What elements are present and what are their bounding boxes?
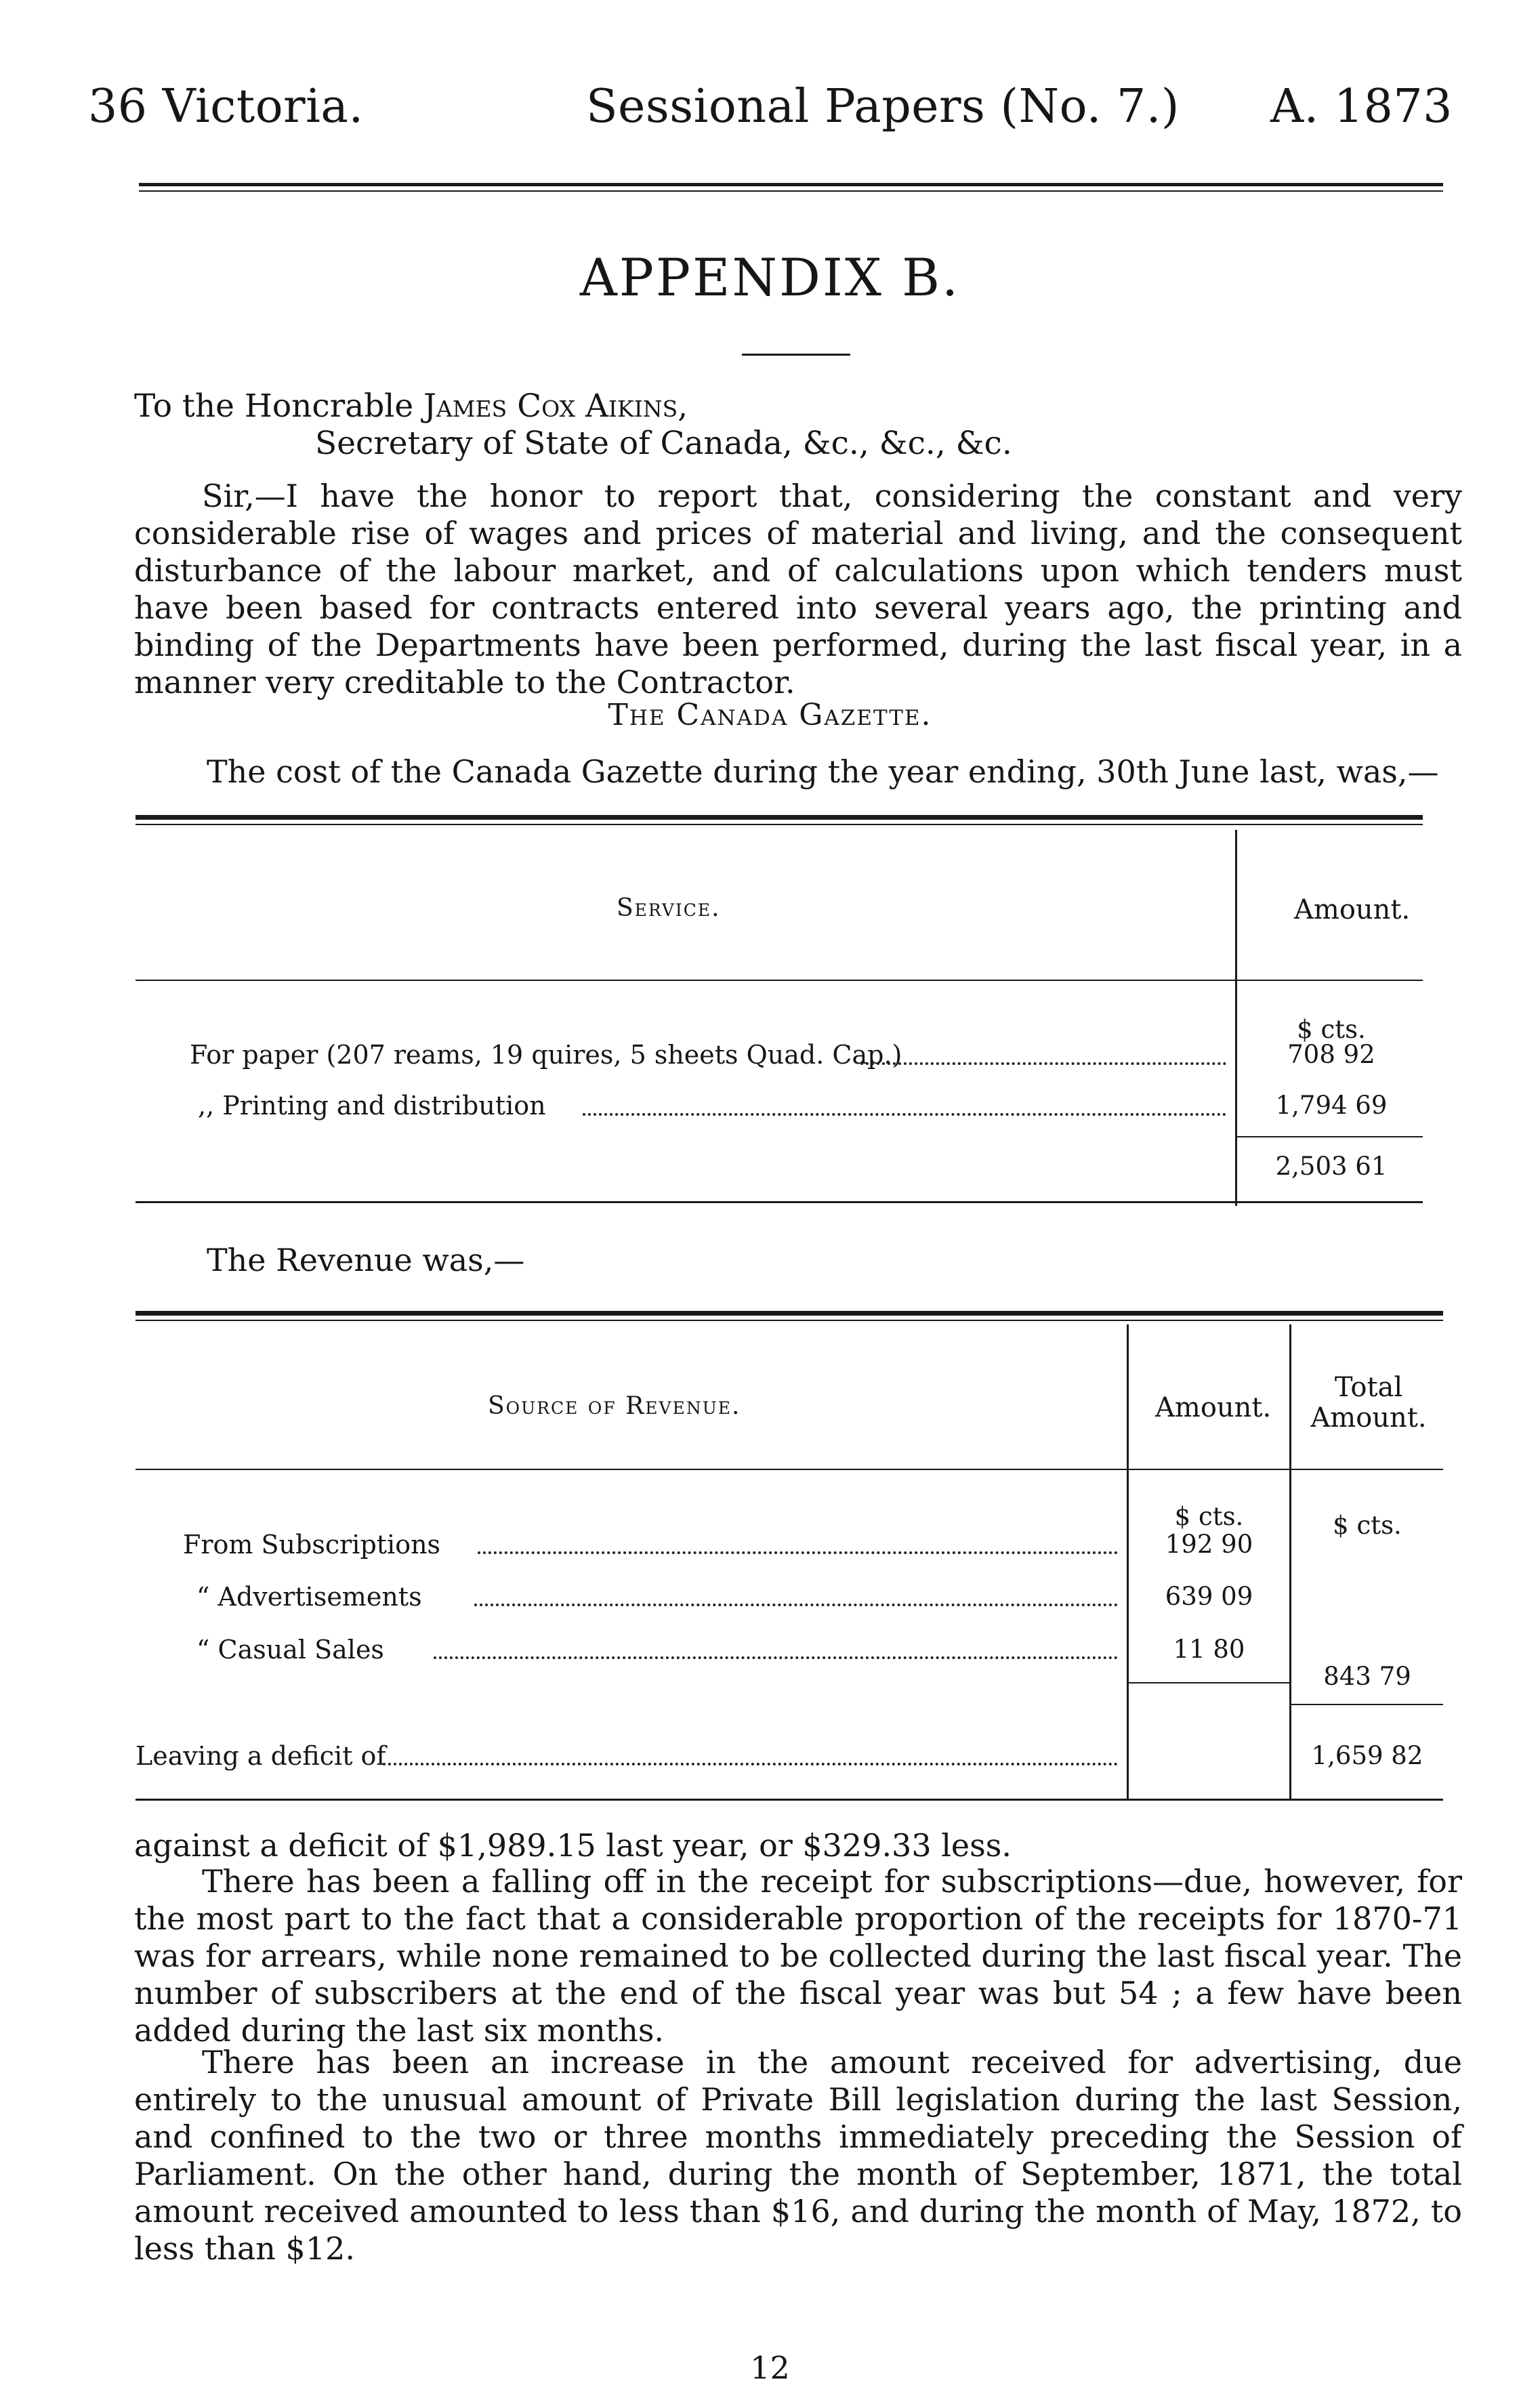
revenue-col-source: Source of Revenue.: [488, 1392, 741, 1420]
revenue-row-3-amount: 11 80: [1173, 1635, 1245, 1664]
revenue-row-1-amount: 192 90: [1165, 1530, 1253, 1559]
revenue-unit-total: $ cts.: [1333, 1511, 1402, 1540]
revenue-row-3-label: “ Casual Sales: [196, 1635, 384, 1665]
revenue-unit-amount: $ cts.: [1174, 1502, 1244, 1531]
revenue-col-amount: Amount.: [1155, 1392, 1272, 1423]
header-rule: [139, 183, 1443, 186]
cost-total: 2,503 61: [1275, 1152, 1388, 1181]
header-center: Sessional Papers (No. 7.): [586, 80, 1180, 133]
revenue-row-2-label: “ Advertisements: [196, 1582, 422, 1612]
deficit-label: Leaving a deficit of: [136, 1741, 386, 1771]
revenue-intro: The Revenue was,—: [207, 1242, 525, 1278]
cost-unit: $ cts.: [1297, 1015, 1366, 1044]
address-line-1: To the Honcrable James Cox Aikins,: [134, 388, 688, 425]
cost-col-amount: Amount.: [1294, 894, 1411, 925]
cost-row-1-label: For paper (207 reams, 19 quires, 5 sheets Quad. Cap.): [190, 1040, 902, 1070]
revenue-row-2-amount: 639 09: [1165, 1582, 1253, 1611]
title-rule: [742, 354, 850, 356]
revenue-subtotal: 843 79: [1323, 1662, 1411, 1691]
cost-col-service: Service.: [617, 894, 721, 922]
cost-row-1-amount: 708 92: [1287, 1040, 1375, 1069]
section-heading: The Canada Gazette.: [608, 698, 932, 732]
paragraph-advertising: There has been an increase in the amount received for advertising, due entirely to the unusual amount of Private Bill legislation during the last Session, and confined to the two or three months immediately preceding the Session of Parliament. On the other hand, during the month of September, 1871, the total amount received amounted to less than $16, and during the month of May, 1872, to less than $12.: [134, 2044, 1462, 2267]
cost-intro: The cost of the Canada Gazette during the year ending, 30th June last, was,—: [207, 753, 1439, 790]
page-number: 12: [750, 2349, 790, 2386]
header-left: 36 Victoria.: [88, 80, 364, 133]
after-table-text: against a deficit of $1,989.15 last year, or $329.33 less.: [134, 1827, 1012, 1864]
header-right: A. 1873: [1270, 80, 1453, 133]
header-rule-thin: [139, 190, 1443, 192]
address-line-2: Secretary of State of Canada, &c., &c., &c.: [315, 425, 1012, 462]
deficit-amount: 1,659 82: [1311, 1741, 1423, 1770]
revenue-col-total-1: Total: [1334, 1372, 1403, 1403]
intro-paragraph: Sir,—I have the honor to report that, considering the constant and very considerable rise of wages and prices of material and living, and the consequent disturbance of the labour market, and of calculations upon which tenders must have been based for contracts entered into several years ago, the printing and binding of the Departments have been performed, during the last fiscal year, in a manner very creditable to the Contractor.: [134, 478, 1462, 700]
cost-row-2-amount: 1,794 69: [1275, 1091, 1388, 1120]
paragraph-subscriptions: There has been a falling off in the receipt for subscriptions—due, however, for the most part to the fact that a considerable proportion of the receipts for 1870-71 was for arrears, while none remained to be collected during the last fiscal year. The number of subscribers at the end of the fiscal year was but 54 ; a few have been added during the last six months.: [134, 1863, 1462, 2049]
page-title: APPENDIX B.: [579, 247, 961, 308]
revenue-col-total-2: Amount.: [1310, 1402, 1427, 1433]
cost-row-2-label: ,, Printing and distribution: [198, 1091, 546, 1121]
revenue-row-1-label: From Subscriptions: [183, 1530, 441, 1560]
